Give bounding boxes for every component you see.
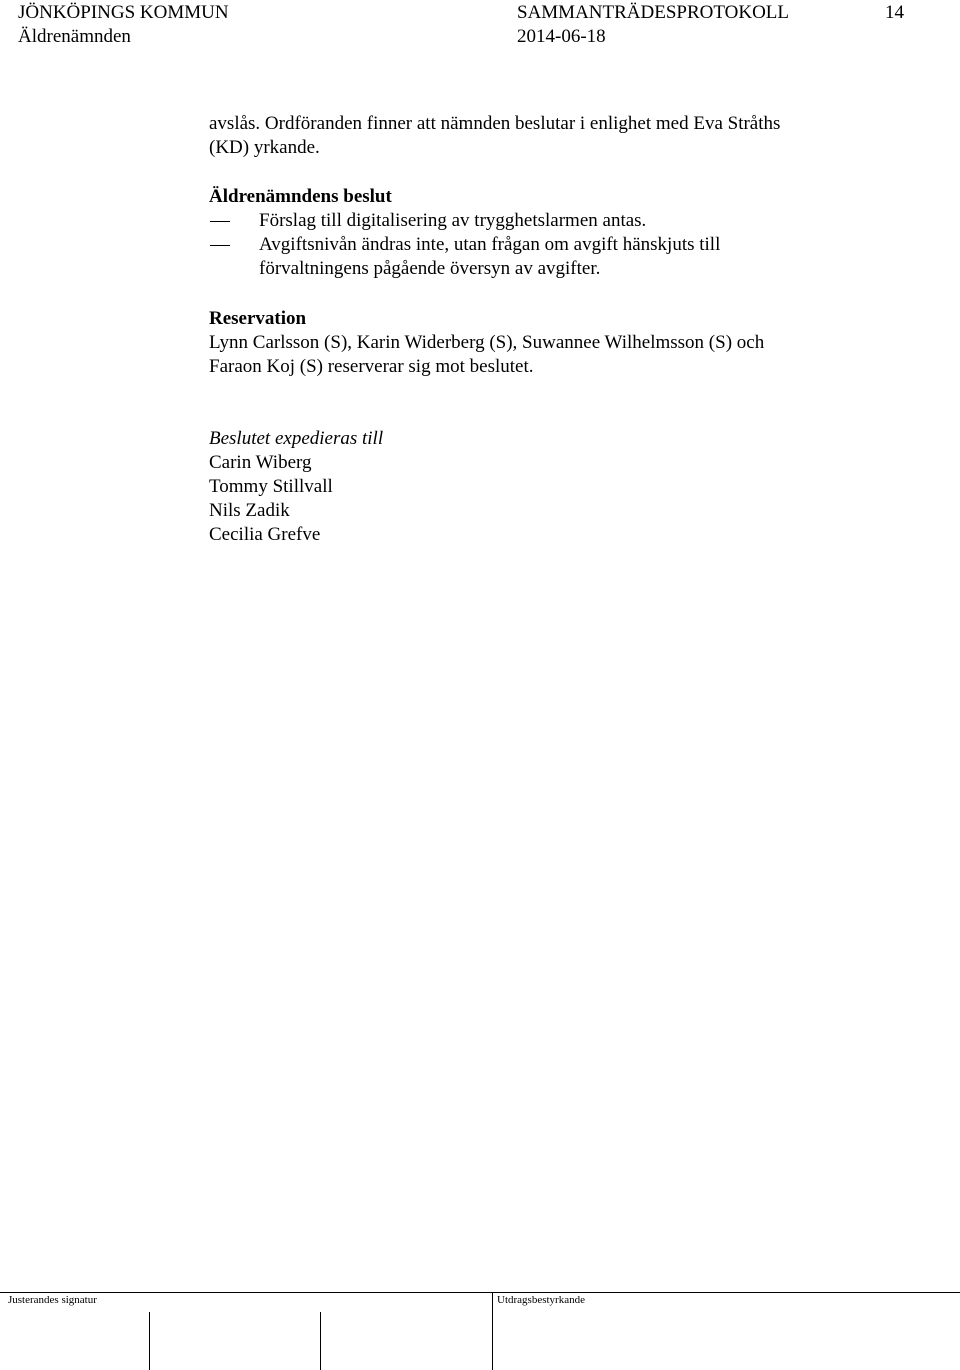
recipient-item: Tommy Stillvall: [209, 476, 333, 497]
intro-line-1: avslås. Ordföranden finner att nämnden beslutar i enlighet med Eva Stråths: [209, 113, 781, 134]
reservation-line-2: Faraon Koj (S) reserverar sig mot beslutet.: [209, 356, 534, 377]
reservation-line-1: Lynn Carlsson (S), Karin Widerberg (S), Suwannee Wilhelmsson (S) och: [209, 332, 765, 353]
footer-divider: [0, 1292, 960, 1293]
page-number: 14: [885, 2, 904, 23]
recipient-item: Nils Zadik: [209, 500, 290, 521]
committee-name: Äldrenämnden: [18, 26, 131, 47]
document-type: SAMMANTRÄDESPROTOKOLL: [517, 2, 790, 23]
decision-heading: Äldrenämndens beslut: [209, 186, 392, 207]
decision-item-2-line-2: förvaltningens pågående översyn av avgifter.: [259, 258, 601, 279]
signature-box-divider: [320, 1312, 321, 1370]
organization-name: JÖNKÖPINGS KOMMUN: [18, 2, 229, 23]
recipient-item: Carin Wiberg: [209, 452, 312, 473]
intro-line-2: (KD) yrkande.: [209, 137, 320, 158]
recipient-item: Cecilia Grefve: [209, 524, 321, 545]
signature-box-divider: [149, 1312, 150, 1370]
signature-label: Justerandes signatur: [8, 1294, 97, 1306]
dash-bullet-icon: [210, 221, 230, 222]
meeting-date: 2014-06-18: [517, 26, 606, 47]
dash-bullet-icon: [210, 245, 230, 246]
reservation-heading: Reservation: [209, 308, 307, 329]
footer-section-divider: [492, 1292, 493, 1370]
extract-label: Utdragsbestyrkande: [497, 1294, 585, 1306]
decision-item-1: Förslag till digitalisering av trygghetslarmen antas.: [259, 210, 647, 231]
distribution-heading: Beslutet expedieras till: [209, 428, 384, 449]
decision-item-2-line-1: Avgiftsnivån ändras inte, utan frågan om avgift hänskjuts till: [259, 234, 721, 255]
